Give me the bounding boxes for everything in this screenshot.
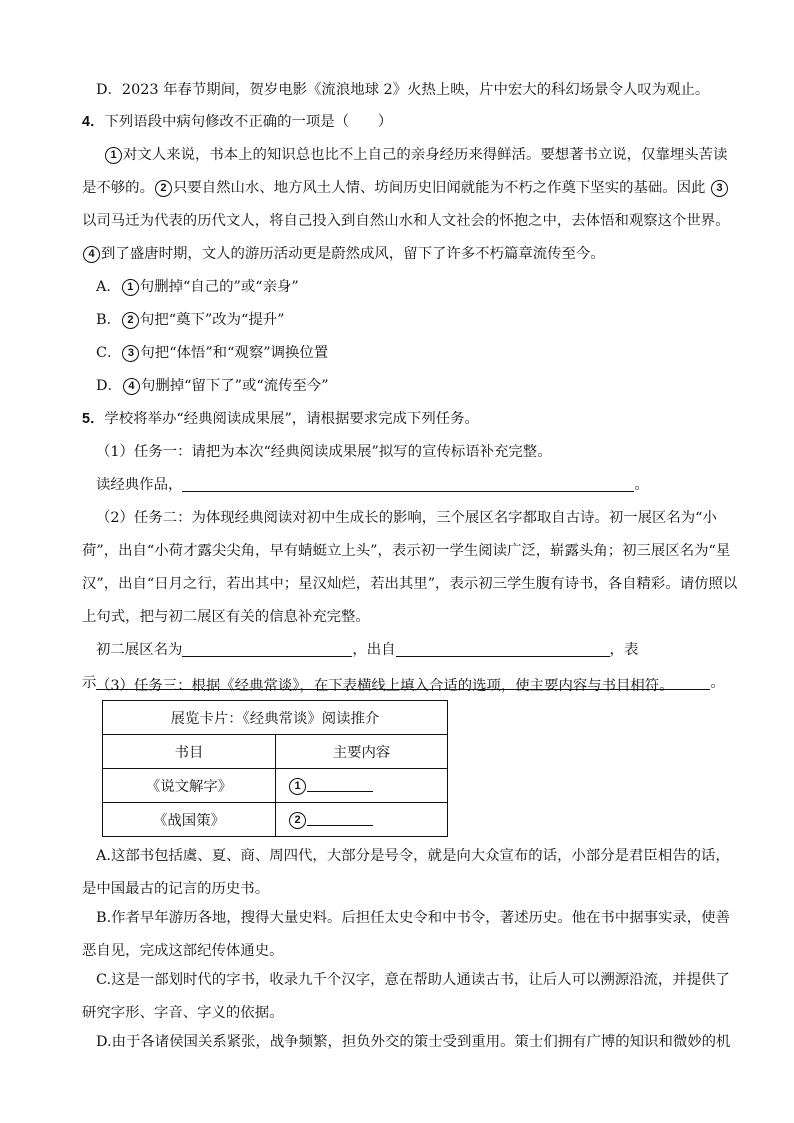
question-5-stem	[82, 409, 479, 429]
option-b[interactable]: B． 2 句把“奠下”改为“提升”	[96, 312, 285, 328]
choice-c-line-2: 研究字形、字音、字义的依据。	[82, 1005, 284, 1021]
choice-a-line-1: A.这部书包括虞、夏、商、周四代，大部分是号令，就是向大众宣布的话，小部分是君臣相告的话，	[96, 848, 730, 864]
task-2-line-1: （2）任务二：为体现经典阅读对初中生成长的影响，三个展区名字都取自古诗。初一展区名为“小	[96, 510, 717, 526]
task-3: （3）任务三：根据《经典常谈》，在下表横线上填入合适的选项，使主要内容与书目相符。	[96, 678, 674, 694]
task-2-line-4: 上句式，把与初二展区有关的信息补充完整。	[82, 609, 370, 625]
option-c[interactable]: C． 3 句把“体悟”和“观察”调换位置	[96, 345, 329, 361]
choice-d-line-1: D.由于各诸侯国关系紧张，战争频繁，担负外交的策士受到重用。策士们拥有广博的知识和微妙的机	[96, 1034, 731, 1050]
circled-number-2: 2	[155, 180, 172, 197]
choice-a-line-2: 是中国最古的记言的历史书。	[82, 881, 270, 897]
choice-b-line-2: 恶自见，完成这部纪传体通史。	[82, 943, 284, 959]
answer-blank[interactable]	[307, 777, 373, 792]
passage-line-1: 1 对文人来说，书本上的知识总也比不上自己的亲身经历来得鲜活。要想著书立说，仅靠埋头苦读	[104, 145, 727, 165]
content-cell	[276, 803, 448, 837]
choice-c-line-1: C.这是一部划时代的字书，收录九千个汉字，意在帮助人通读古书，让后人可以溯源沿流，并提供了	[96, 972, 730, 988]
circled-number-4: 4	[83, 246, 100, 263]
table-row	[103, 769, 448, 803]
circled-number-2: 2	[289, 812, 306, 829]
question-4-stem	[82, 112, 392, 132]
circled-number-1: 1	[289, 778, 306, 795]
task-1: （1）任务一：请把为本次“经典阅读成果展”拟写的宣传标语补充完整。	[96, 444, 552, 460]
question-number: 5．	[82, 411, 105, 427]
passage-line-3: 以司马迁为代表的历代文人，将自己投入到自然山水和人文社会的怀抱之中，去体悟和观察这个世界。	[82, 213, 730, 229]
task-1-fill: 读经典作品， 。	[96, 477, 649, 493]
question-text: 下列语段中病句修改不正确的一项是（ ）	[104, 114, 393, 130]
circled-number-2: 2	[122, 312, 139, 329]
question-number: 4．	[82, 114, 105, 130]
choice-b-line-1: B.作者早年游历各地，搜得大量史料。后担任太史令和中书令，著述历史。他在书中据事实录，使善	[96, 910, 730, 926]
option-a[interactable]: A． 1 句删掉“自己的”或“亲身”	[96, 279, 299, 295]
answer-blank[interactable]	[396, 640, 610, 657]
answer-blank[interactable]	[182, 475, 634, 492]
passage-line-2: 是不够的。 2 只要自然山水、地方风土人情、坊间历史旧闻就能为不朽之作奠下坚实的基础。因此 3	[82, 178, 729, 198]
content-cell	[276, 769, 448, 803]
exhibition-card-table	[102, 700, 448, 837]
table-header-book: 书目	[103, 735, 276, 769]
task-2-line-3: 汉”，出自“日月之行，若出其中；星汉灿烂，若出其里”，表示初三学生腹有诗书，各自精彩。请仿照以	[82, 576, 738, 592]
book-cell: 《战国策》	[103, 803, 276, 837]
book-cell: 《说文解字》	[103, 769, 276, 803]
question-text: 学校将举办“经典阅读成果展”，请根据要求完成下列任务。	[104, 411, 479, 427]
option-d[interactable]: D． 4 句删掉“留下了”或“流传至今”	[96, 378, 329, 394]
answer-blank[interactable]	[307, 811, 373, 826]
circled-number-1: 1	[122, 279, 139, 296]
passage-line-4: 4 到了盛唐时期，文人的游历活动更是蔚然成风，留下了许多不朽篇章流传至今。	[82, 244, 605, 264]
table-header-content: 主要内容	[276, 735, 448, 769]
circled-number-3: 3	[122, 345, 139, 362]
circled-number-1: 1	[105, 147, 122, 164]
circled-number-3: 3	[711, 180, 728, 197]
task-2-line-2: 荷”，出自“小荷才露尖尖角，早有蜻蜓立上头”，表示初一学生阅读广泛，崭露头角；初三展区名为“星	[82, 543, 731, 559]
table-row	[103, 803, 448, 837]
circled-number-4: 4	[123, 378, 140, 395]
task-2-fill-1: 初二展区名为 ，出自 ，表	[96, 642, 639, 658]
table-title: 展览卡片：《经典常谈》阅读推介	[103, 701, 448, 735]
option-d-prev-question: D．2023 年春节期间，贺岁电影《流浪地球 2》火热上映，片中宏大的科幻场景令人叹为观止。	[96, 82, 710, 98]
answer-blank[interactable]	[182, 640, 352, 657]
task-2-fill-2: 示 。	[82, 675, 725, 691]
